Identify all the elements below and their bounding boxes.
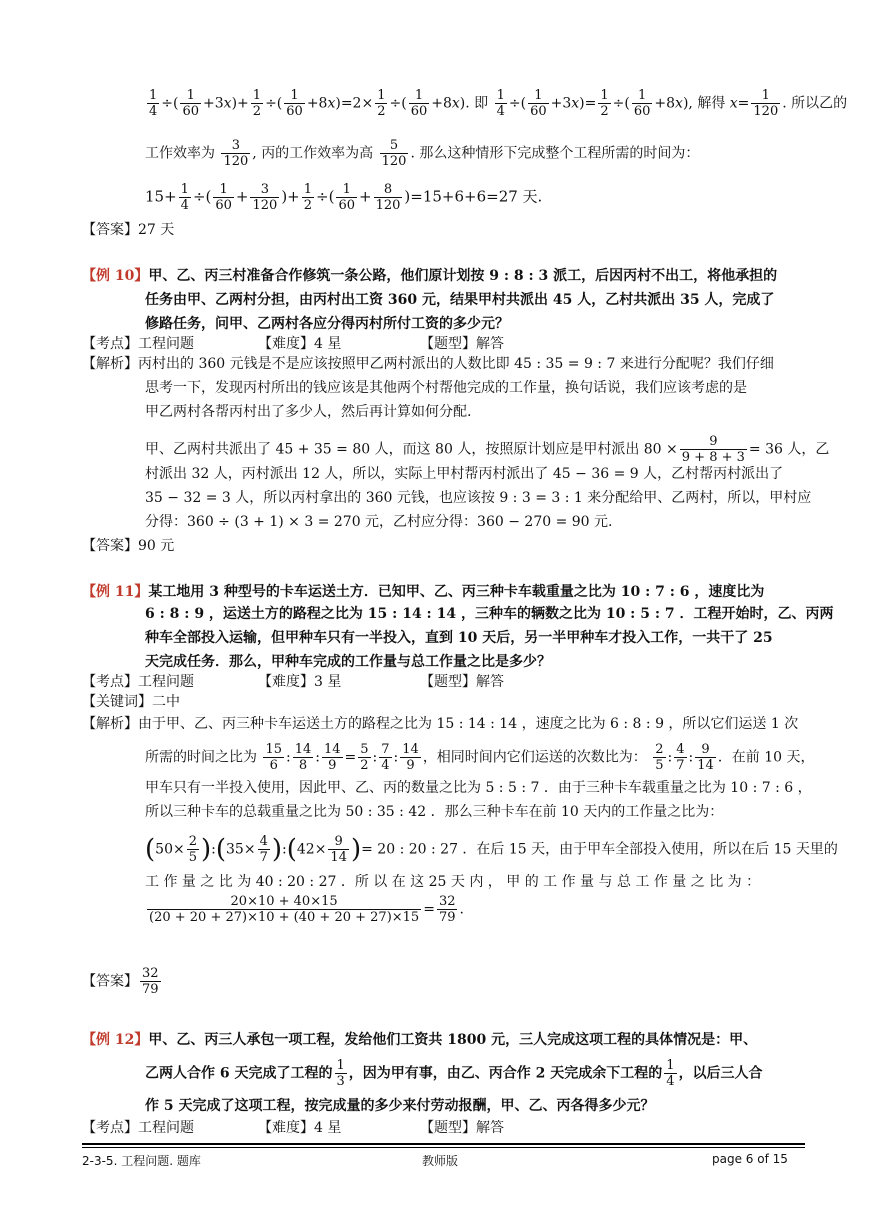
answer-label: 【答案】 (82, 973, 138, 990)
text: 工作效率为 (145, 145, 215, 162)
text: 由于甲、乙、丙三种卡车运送土方的路程之比为 15 : 14 : 14 ，速度之比为 6 : 8 : 9 ，所以它们运送 1 次 (138, 716, 799, 732)
text: ，以后三人合 (678, 1065, 763, 1082)
fraction: $\frac{1}{4}$ (149, 88, 158, 119)
question-type: 【题型】解答 (420, 674, 504, 690)
equation-line-2: 工作效率为 $\frac{3}{120}$ , 丙的工作效率为高 $\frac{5}{120}$ . 那么这种情形下完成整个工程所需的时间为： (145, 138, 700, 169)
analysis-label: 【解析】 (82, 716, 138, 732)
analysis-row (82, 714, 805, 734)
difficulty: 【难度】4 星 (258, 336, 342, 352)
text-line: 乙两人合作 6 天完成了工程的 $\frac{1}{3}$ ，因为甲有事，由乙、丙合作 2 天完成余下工程的 $\frac{1}{4}$ ，以后三人合 (145, 1058, 763, 1089)
text: 作 5 天完成了这项工程，按完成量的多少来付劳动报酬，甲、乙、丙各得多少元？ (145, 1098, 655, 1114)
numerator: 32 (142, 966, 159, 981)
example-10-question (82, 266, 805, 286)
meta-row (82, 672, 805, 692)
text-line: 甲、乙两村共派出了 45 + 35 = 80 人，而这 80 人，按照原计划应是甲村派出 80 × $\frac{9}{9 + 8 + 3}$ = 36 人，乙 (145, 434, 830, 465)
topic: 【考点】工程问题 (82, 1120, 194, 1136)
equation-line-3: 15+ $\frac{1}{4}$ ÷( $\frac{1}{60}$ + $\frac{3}{120}$ )+ $\frac{1}{2}$ ÷( $\frac{1}{60}$ + $\frac{8}{120}$ )=15+6+6=27 天. (145, 182, 543, 213)
text-line: (50× $\frac{2}{5}$ ):(35× $\frac{4}{7}$ ):(42× $\frac{9}{14}$ )= 20 : 20 : 27 ．在后 15 天，由于甲车全部投入使用，所以在后 15 天里的 (145, 834, 838, 865)
text: ，因为甲有事，由乙、丙合作 2 天完成余下工程的 (348, 1065, 663, 1082)
text: 天完成任务．那么，甲种车完成的工作量与总工作量之比是多少？ (145, 654, 551, 670)
text: 甲、乙两村共派出了 45 + 35 = 80 人，而这 80 人，按照原计划应是甲村派出 80 × (145, 441, 678, 458)
text: = 20 : 20 : 27 ．在后 15 天，由于甲车全部投入使用，所以在后 15 天里的 (361, 841, 838, 858)
text: 甲、乙、丙三人承包一项工程，发给他们工资共 1800 元，三人完成这项工程的具体情况是：甲、 (148, 1032, 758, 1048)
text: 那么这种情形下完成整个工程所需的时间为： (419, 145, 700, 162)
topic: 【考点】工程问题 (82, 336, 194, 352)
example-label: 【例 10】 (82, 268, 149, 284)
text: 甲乙两村各帮丙村出了多少人，然后再计算如何分配. (145, 404, 472, 420)
meta-row (82, 334, 805, 354)
answer-label: 【答案】 (82, 538, 138, 554)
numerator: 20×10 + 40×15 (147, 894, 421, 910)
text: 所需的时间之比为 (145, 749, 257, 766)
analysis-label: 【解析】 (82, 356, 138, 372)
question-type: 【题型】解答 (420, 336, 504, 352)
answer-row (82, 220, 805, 240)
text: 6 : 8 : 9 ，运送土方的路程之比为 15 : 14 : 14 ，三种车的辆数之比为 10 : 5 : 7 ．工程开始时，乙、丙两 (145, 606, 834, 622)
answer-row (82, 966, 805, 997)
example-label: 【例 11】 (82, 584, 149, 600)
text: 种车全部投入运输，但甲种车只有一半投入，直到 10 天后，另一半甲种车才投入工作，一共干了 25 (145, 630, 773, 646)
text: = 36 人，乙 (748, 441, 830, 458)
example-11-question (82, 582, 805, 602)
text: 工 作 量 之 比 为 40 : 20 : 27 ．所 以 在 这 25 天 内 ， 甲 的 工 作 量 与 总 工 作 量 之 比 为 ： (145, 874, 761, 890)
text: 所以乙的 (791, 95, 848, 112)
footer-center: 教师版 (422, 1154, 459, 1168)
text: ．在前 10 天， (717, 749, 815, 766)
text: 村派出 32 人，丙村派出 12 人，所以，实际上甲村帮丙村派出了 45 − 36 = 9 人，乙村帮丙村派出了 (145, 466, 784, 482)
numerator: 32 (438, 894, 456, 909)
text-line: $\frac{20\times 10 + 40\times 15}{(20 + 20 + 27)\times 10 + (40 + 20 + 27)\times 15}$ = $\frac{32}{79}$ . (149, 894, 464, 925)
example-12-question (82, 1030, 805, 1050)
footer-rule (82, 1143, 805, 1145)
text: 修路任务，问甲、乙两村各应分得丙村所付工资的多少元？ (145, 316, 509, 332)
keyword-row: 【关键词】二中 (82, 694, 180, 710)
answer-label: 【答案】 (82, 222, 138, 238)
difficulty: 【难度】4 星 (258, 1120, 342, 1136)
text: 任务由甲、乙两村分担，由丙村出工资 360 元，结果甲村共派出 45 人，乙村共派出 35 人，完成了 (145, 292, 775, 308)
denominator: (20 + 20 + 27)×10 + (40 + 20 + 27)×15 (149, 910, 420, 925)
meta-row (82, 1118, 805, 1138)
text: 乙两人合作 6 天完成了工程的 (145, 1065, 333, 1082)
text: 甲、乙、丙三村准备合作修筑一条公路，他们原计划按 9 : 8 : 3 派工，后因丙村不出工，将他承担的 (148, 268, 778, 284)
answer-value: 90 元 (138, 538, 175, 554)
footer-left: 2-3-5. 工程问题. 题库 (82, 1154, 201, 1168)
question-type: 【题型】解答 (420, 1120, 504, 1136)
topic: 【考点】工程问题 (82, 674, 194, 690)
answer-row (82, 536, 805, 556)
text: 某工地用 3 种型号的卡车运送土方．已知甲、乙、丙三种卡车载重量之比为 10 : 7 : 6 ，速度比为 (148, 584, 765, 600)
text: 思考一下，发现丙村所出的钱应该是其他两个村帮他完成的工作量，换句话说，我们应该考虑的是 (145, 380, 747, 396)
text: ，相同时间内它们运送的次数比为： (422, 749, 647, 766)
answer-value: 27 天 (138, 222, 175, 238)
text: 35 − 32 = 3 人，所以丙村拿出的 360 元钱，也应该按 9 : 3 = 3 : 1 来分配给甲、乙两村，所以，甲村应 (145, 490, 812, 506)
denominator: 79 (142, 982, 159, 997)
text: 丙村出的 360 元钱是不是应该按照甲乙两村派出的人数比即 45 : 35 = 9 : 7 来进行分配呢？我们仔细 (138, 356, 774, 372)
analysis-row (82, 354, 805, 374)
example-label: 【例 12】 (82, 1032, 149, 1048)
difficulty: 【难度】3 星 (258, 674, 342, 690)
text-line: 所需的时间之比为 $\frac{15}{6}$ : $\frac{14}{8}$ : $\frac{14}{9}$ = $\frac{5}{2}$ : $\frac{7}{4}$ : $\frac{14}{9}$ ，相同时间内它们运送的次数比为： $\frac{2}{5}$ : $\frac{4}{7}$ : $\frac{9}{14}$ ．在前 10 天， (145, 742, 815, 773)
footer-page-number: page 6 of 15 (712, 1152, 788, 1166)
text: 分得：360 ÷ (3 + 1) × 3 = 270 元，乙村应分得：360 − 270 = 90 元. (145, 514, 613, 530)
footer-rule (82, 1147, 805, 1148)
equation-line-1: $\frac{1}{4}$ ÷( $\frac{1}{60}$ +3x)+ $\frac{1}{2}$ ÷( $\frac{1}{60}$ +8x)=2× $\frac{1}{2}$ ÷( $\frac{1}{60}$ +8x). 即 $\frac{1}{4}$ ÷( $\frac{1}{60}$ +3x)= $\frac{1}{2}$ ÷( $\frac{1}{60}$ +8x), 解得 x= $\frac{1}{120}$ . 所以乙的 (149, 88, 848, 119)
text: 所以三种卡车的总载重量之比为 50 : 35 : 42 ．那么三种卡车在前 10 天内的工作量之比为： (145, 804, 724, 820)
denominator: 79 (438, 910, 456, 925)
text: 甲车只有一半投入使用，因此甲、乙、丙的数量之比为 5 : 5 : 7 ．由于三种卡车载重量之比为 10 : 7 : 6 ， (145, 780, 812, 796)
text: 丙的工作效率为高 (261, 145, 374, 162)
text: =15+6+6=27 天. (410, 187, 543, 206)
